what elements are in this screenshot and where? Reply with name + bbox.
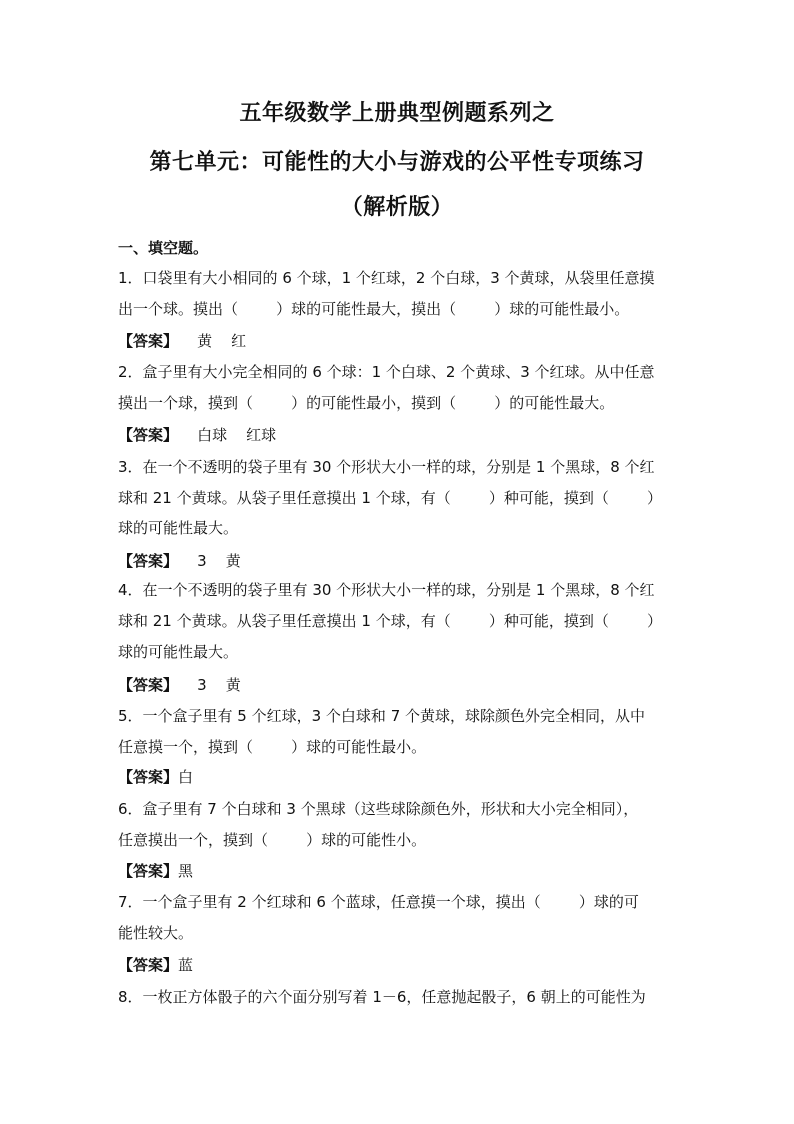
answer-label: 【答案】 [118, 332, 179, 350]
question-line: 任意摸出一个，摸到（ ）球的可能性小。 [118, 831, 427, 849]
section-heading: 一、填空题。 [118, 239, 209, 257]
answer-line [118, 767, 193, 787]
answer-label: 【答案】 [118, 862, 179, 880]
answer-value: 白球 红球 [178, 426, 277, 444]
answer-value: 3 黄 [178, 552, 241, 570]
question-line: 球的可能性最大。 [118, 643, 239, 661]
question-line: 1．口袋里有大小相同的 6 个球，1 个红球，2 个白球，3 个黄球，从袋里任意摸 [118, 269, 655, 287]
question-line: 球和 21 个黄球。从袋子里任意摸出 1 个球，有（ ）种可能，摸到（ ） [118, 489, 662, 507]
question-line: 8．一枚正方体骰子的六个面分别写着 1－6，任意抛起骰子，6 朝上的可能性为 [118, 988, 646, 1006]
document-subtitle: 第七单元：可能性的大小与游戏的公平性专项练习 [149, 150, 645, 175]
answer-line [118, 861, 193, 881]
question-line: 2．盒子里有大小完全相同的 6 个球：1 个白球、2 个黄球、3 个红球。从中任意 [118, 363, 655, 381]
answer-line [118, 331, 246, 351]
question-line: 7．一个盒子里有 2 个红球和 6 个蓝球，任意摸一个球，摸出（ ）球的可 [118, 893, 639, 911]
answer-value: 白 [178, 768, 194, 786]
answer-value: 黄 红 [178, 332, 247, 350]
answer-label: 【答案】 [118, 956, 179, 974]
question-line: 6．盒子里有 7 个白球和 3 个黑球（这些球除颜色外，形状和大小完全相同）， [118, 800, 639, 818]
question-line: 摸出一个球，摸到（ ）的可能性最小，摸到（ ）的可能性最大。 [118, 394, 615, 412]
question-line: 任意摸一个，摸到（ ）球的可能性最小。 [118, 738, 427, 756]
question-line: 球的可能性最大。 [118, 519, 239, 537]
answer-line [118, 675, 241, 695]
document-version-label: （解析版） [340, 195, 454, 220]
question-line: 出一个球。摸出（ ）球的可能性最大，摸出（ ）球的可能性最小。 [118, 300, 630, 318]
question-line: 4．在一个不透明的袋子里有 30 个形状大小一样的球，分别是 1 个黑球，8 个红 [118, 581, 655, 599]
answer-line [118, 425, 276, 445]
answer-value: 黑 [178, 862, 194, 880]
answer-line [118, 955, 193, 975]
answer-value: 3 黄 [178, 676, 241, 694]
question-line: 3．在一个不透明的袋子里有 30 个形状大小一样的球，分别是 1 个黑球，8 个红 [118, 458, 655, 476]
answer-label: 【答案】 [118, 676, 179, 694]
document-title: 五年级数学上册典型例题系列之 [239, 101, 555, 126]
question-line: 能性较大。 [118, 924, 194, 942]
answer-label: 【答案】 [118, 552, 179, 570]
answer-line [118, 551, 241, 571]
question-line: 球和 21 个黄球。从袋子里任意摸出 1 个球，有（ ）种可能，摸到（ ） [118, 612, 662, 630]
answer-label: 【答案】 [118, 426, 179, 444]
question-line: 5．一个盒子里有 5 个红球，3 个白球和 7 个黄球，球除颜色外完全相同，从中 [118, 707, 646, 725]
answer-label: 【答案】 [118, 768, 179, 786]
answer-value: 蓝 [178, 956, 194, 974]
